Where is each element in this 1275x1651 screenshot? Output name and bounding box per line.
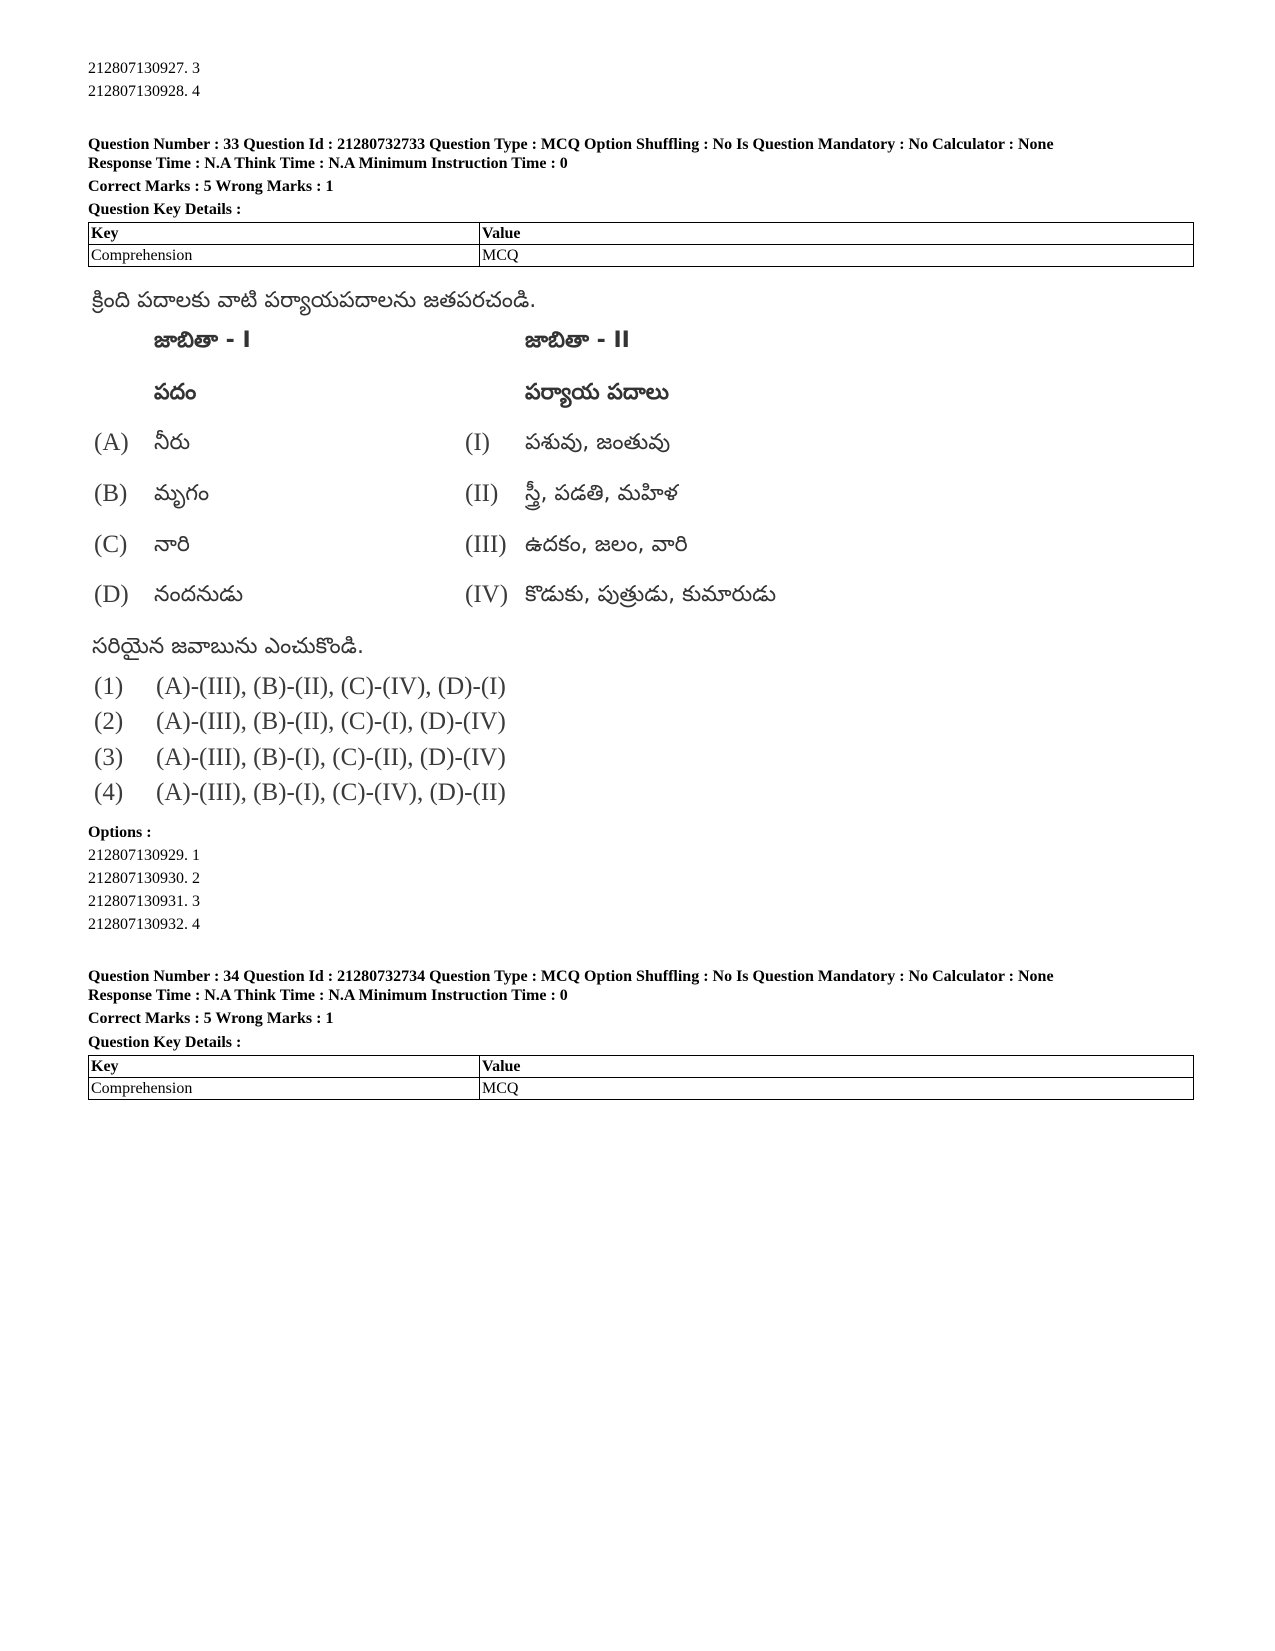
pair-c-word: నారి — [154, 532, 190, 557]
choice-1-text: (A)-(III), (B)-(II), (C)-(IV), (D)-(I) — [156, 673, 506, 700]
choice-3-num: (3) — [94, 744, 124, 771]
q33-option-4: 212807130932. 4 — [88, 916, 200, 933]
list1-subheading: పదం — [154, 380, 197, 405]
prev-option-4: 212807130928. 4 — [88, 83, 200, 100]
pair-iv-synonyms: కొడుకు, పుత్రుడు, కుమారుడు — [525, 582, 777, 607]
table-header-row — [89, 223, 1194, 245]
choice-1-num: (1) — [94, 673, 124, 700]
pair-ii-synonyms: స్త్రీ, పడతి, మహిళ — [525, 481, 678, 506]
pair-d-label: (D) — [94, 581, 129, 608]
q33-header-line1: Question Number : 33 Question Id : 21280732733 Question Type : MCQ Option Shuffling : No Is Question Mandatory : No Calculator : None — [88, 136, 1054, 153]
pair-a-word: నీరు — [154, 430, 191, 455]
q33-key-details-label: Question Key Details : — [88, 201, 242, 218]
table-header-value: Value — [480, 1056, 1194, 1078]
pair-iii-synonyms: ఉదకం, జలం, వారి — [525, 532, 688, 557]
prev-option-3: 212807130927. 3 — [88, 60, 200, 77]
pair-i-label: (I) — [465, 429, 490, 456]
choice-4-text: (A)-(III), (B)-(I), (C)-(IV), (D)-(II) — [156, 779, 506, 806]
choice-2-text: (A)-(III), (B)-(II), (C)-(I), (D)-(IV) — [156, 708, 506, 735]
pair-iii-label: (III) — [465, 531, 507, 558]
table-cell-value: MCQ — [480, 1078, 1194, 1100]
pair-b-label: (B) — [94, 480, 128, 507]
choice-3-text: (A)-(III), (B)-(I), (C)-(II), (D)-(IV) — [156, 744, 506, 771]
q34-key-table — [88, 1055, 1194, 1100]
q33-header-line2: Response Time : N.A Think Time : N.A Minimum Instruction Time : 0 — [88, 155, 568, 172]
table-header-key: Key — [89, 223, 480, 245]
table-header-value: Value — [480, 223, 1194, 245]
pair-d-word: నందనుడు — [154, 582, 244, 607]
table-row — [89, 245, 1194, 267]
table-cell-key: Comprehension — [89, 1078, 480, 1100]
q33-options-label: Options : — [88, 824, 152, 841]
pair-i-synonyms: పశువు, జంతువు — [525, 430, 671, 455]
table-row — [89, 1078, 1194, 1100]
pair-b-word: మృగం — [154, 481, 210, 506]
table-cell-value: MCQ — [480, 245, 1194, 267]
pair-iv-label: (IV) — [465, 581, 509, 608]
q33-key-table — [88, 222, 1194, 267]
choice-2-num: (2) — [94, 708, 124, 735]
q33-option-3: 212807130931. 3 — [88, 893, 200, 910]
list2-heading: జాబితా - II — [525, 328, 630, 353]
table-cell-key: Comprehension — [89, 245, 480, 267]
pair-c-label: (C) — [94, 531, 128, 558]
q33-option-1: 212807130929. 1 — [88, 847, 200, 864]
question-instruction: క్రింది పదాలకు వాటి పర్యాయపదాలను జతపరచండి. — [92, 288, 537, 313]
pair-ii-label: (II) — [465, 480, 499, 507]
q34-key-details-label: Question Key Details : — [88, 1034, 242, 1051]
q33-option-2: 212807130930. 2 — [88, 870, 200, 887]
question-image — [88, 285, 888, 855]
choose-instruction: సరియైన జవాబును ఎంచుకొండి. — [92, 634, 364, 659]
list1-heading: జాబితా - I — [154, 328, 251, 353]
table-header-key: Key — [89, 1056, 480, 1078]
q34-header-line1: Question Number : 34 Question Id : 21280732734 Question Type : MCQ Option Shuffling : No Is Question Mandatory : No Calculator : None — [88, 968, 1054, 985]
choice-4-num: (4) — [94, 779, 124, 806]
pair-a-label: (A) — [94, 429, 129, 456]
q34-marks: Correct Marks : 5 Wrong Marks : 1 — [88, 1010, 334, 1027]
q33-marks: Correct Marks : 5 Wrong Marks : 1 — [88, 178, 334, 195]
table-header-row — [89, 1056, 1194, 1078]
list2-subheading: పర్యాయ పదాలు — [525, 380, 670, 405]
q34-header-line2: Response Time : N.A Think Time : N.A Minimum Instruction Time : 0 — [88, 987, 568, 1004]
